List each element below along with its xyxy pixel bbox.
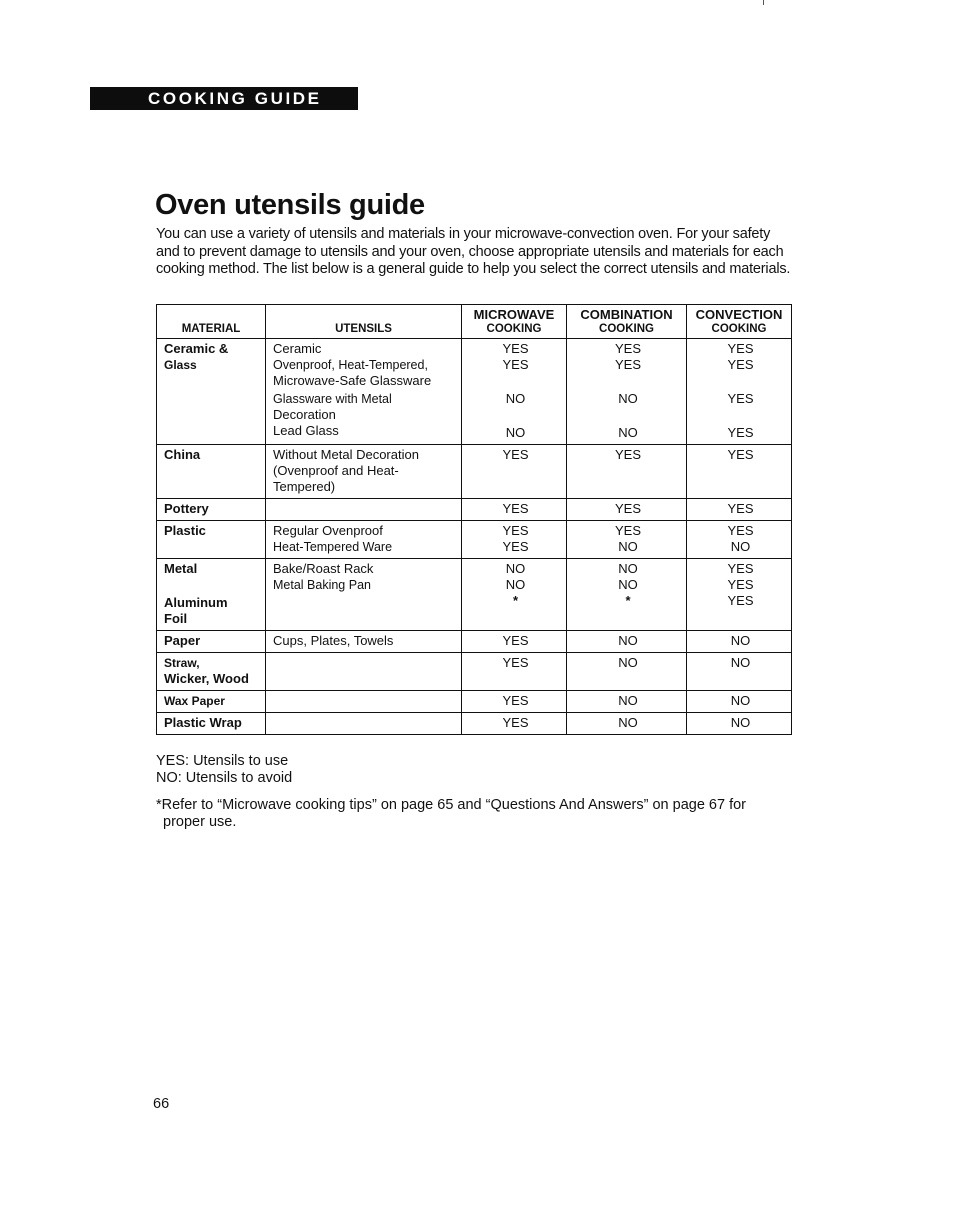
- convection-cell: NO: [687, 713, 792, 735]
- microwave-cell: NO NO *: [462, 559, 567, 631]
- combination-cell: YES: [567, 499, 687, 521]
- material-cell: Wax Paper: [157, 691, 266, 713]
- utensils-table: [156, 304, 792, 735]
- microwave-cell: YES: [462, 499, 567, 521]
- footnote: [156, 797, 796, 831]
- convection-cell: YES: [687, 445, 792, 499]
- combination-cell: NO NO *: [567, 559, 687, 631]
- combination-cell: NO: [567, 653, 687, 691]
- table-row: [157, 521, 792, 559]
- microwave-cell: YES: [462, 631, 567, 653]
- microwave-cell: YES: [462, 713, 567, 735]
- legend-yes: YES: Utensils to use: [156, 753, 289, 769]
- table-row: [157, 339, 792, 445]
- table-row: [157, 653, 792, 691]
- page-number: 66: [153, 1096, 170, 1112]
- material-cell: Paper: [157, 631, 266, 653]
- header-microwave: MICROWAVE COOKING: [462, 305, 567, 339]
- microwave-cell: YES: [462, 445, 567, 499]
- convection-cell: NO: [687, 653, 792, 691]
- convection-cell: NO: [687, 691, 792, 713]
- material-cell: China: [157, 445, 266, 499]
- combination-cell: YES YES NO NO: [567, 339, 687, 445]
- material-cell: Pottery: [157, 499, 266, 521]
- material-cell: Ceramic & Glass: [157, 339, 266, 445]
- utensils-cell: Without Metal Decoration (Ovenproof and Heat- Tempered): [266, 445, 462, 499]
- material-cell: Metal Aluminum Foil: [157, 559, 266, 631]
- convection-cell: YES NO: [687, 521, 792, 559]
- microwave-cell: YES: [462, 691, 567, 713]
- legend-no: NO: Utensils to avoid: [156, 770, 293, 786]
- footnote-line-1: *Refer to “Microwave cooking tips” on page 65 and “Questions And Answers” on page 67 for: [156, 797, 746, 813]
- table-row: [157, 691, 792, 713]
- material-cell: Straw, Wicker, Wood: [157, 653, 266, 691]
- table-row: [157, 445, 792, 499]
- utensils-cell: [266, 653, 462, 691]
- table-row: [157, 559, 792, 631]
- header-combination: COMBINATION COOKING: [567, 305, 687, 339]
- section-header-label: COOKING GUIDE: [148, 89, 322, 108]
- utensils-cell: [266, 713, 462, 735]
- utensils-cell: Cups, Plates, Towels: [266, 631, 462, 653]
- microwave-cell: YES YES: [462, 521, 567, 559]
- table-row: [157, 631, 792, 653]
- header-utensils: UTENSILS: [266, 305, 462, 339]
- header-material: MATERIAL: [157, 305, 266, 339]
- legend: [156, 753, 292, 787]
- header-convection: CONVECTION COOKING: [687, 305, 792, 339]
- convection-cell: NO: [687, 631, 792, 653]
- table-row: [157, 499, 792, 521]
- utensils-cell: [266, 691, 462, 713]
- convection-cell: YES YES YES: [687, 559, 792, 631]
- combination-cell: YES: [567, 445, 687, 499]
- combination-cell: NO: [567, 691, 687, 713]
- intro-paragraph: You can use a variety of utensils and materials in your microwave-convection oven. For your safety and to prevent damage to utensils and your oven, choose appropriate utensils and materials for each cooking method. The list below is a general guide to help you select the correct utensils and materials.: [156, 226, 791, 277]
- section-header-band: [90, 87, 358, 110]
- material-cell: Plastic: [157, 521, 266, 559]
- microwave-cell: YES: [462, 653, 567, 691]
- material-cell: Plastic Wrap: [157, 713, 266, 735]
- microwave-cell: YES YES NO NO: [462, 339, 567, 445]
- table-header-row: [157, 305, 792, 339]
- convection-cell: YES YES YES YES: [687, 339, 792, 445]
- utensils-cell: Regular Ovenproof Heat-Tempered Ware: [266, 521, 462, 559]
- convection-cell: YES: [687, 499, 792, 521]
- utensils-cell: Bake/Roast Rack Metal Baking Pan: [266, 559, 462, 631]
- footnote-line-2: proper use.: [163, 814, 237, 830]
- combination-cell: YES NO: [567, 521, 687, 559]
- page-title: Oven utensils guide: [155, 189, 425, 221]
- corner-tick-mark: [763, 0, 764, 5]
- utensils-cell: Ceramic Ovenproof, Heat-Tempered, Microwave-Safe Glassware Glassware with Metal Decoration Lead Glass: [266, 339, 462, 445]
- utensils-cell: [266, 499, 462, 521]
- table-row: [157, 713, 792, 735]
- combination-cell: NO: [567, 631, 687, 653]
- combination-cell: NO: [567, 713, 687, 735]
